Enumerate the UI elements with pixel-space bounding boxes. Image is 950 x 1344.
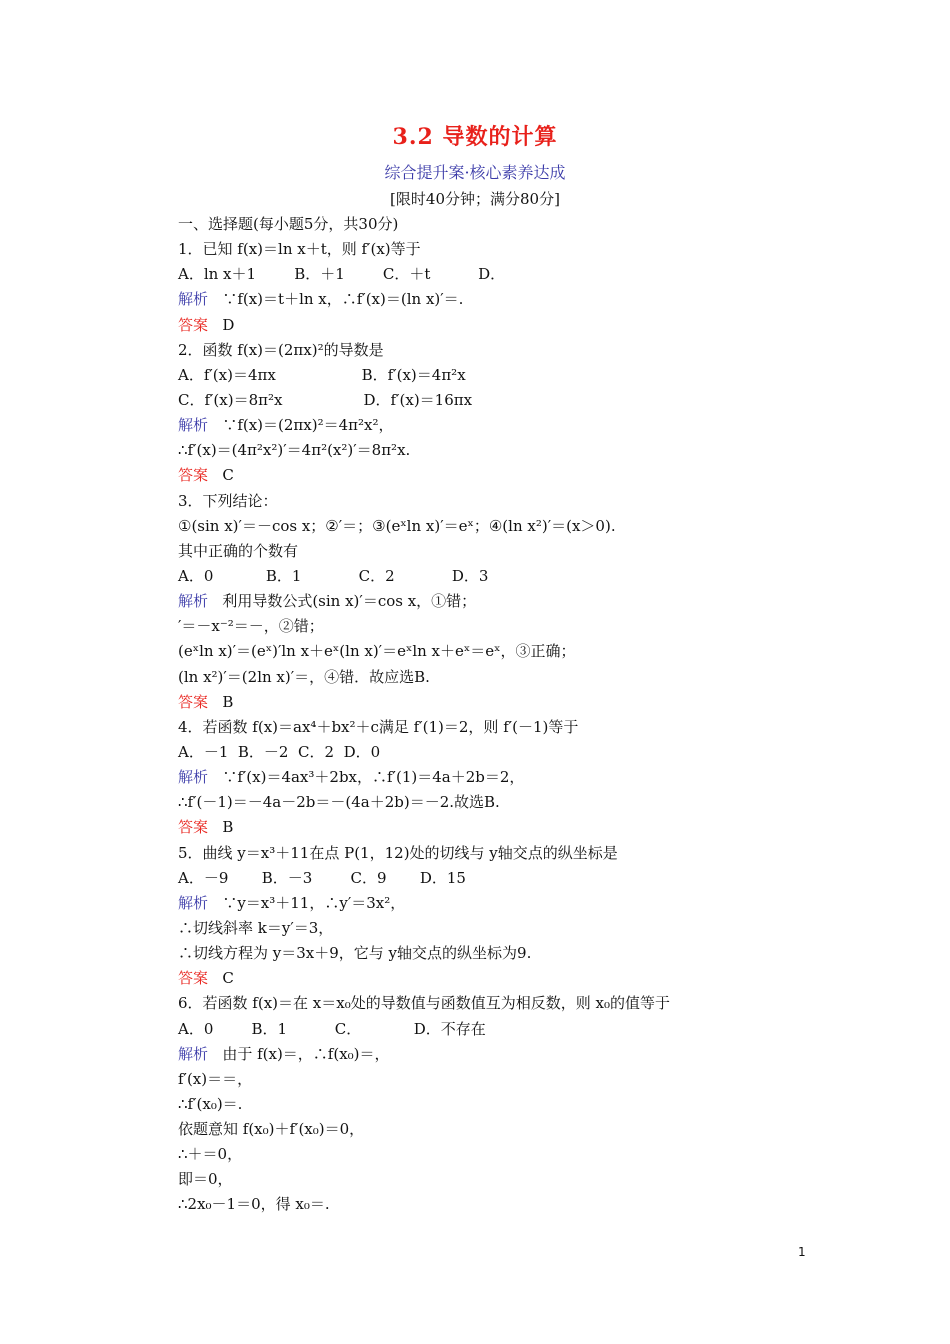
text-line	[178, 237, 798, 262]
text-line	[178, 639, 798, 664]
line-text: 4．若函数 f(x)＝ax⁴＋bx²＋c满足 f′(1)＝2，则 f′(－1)等于	[178, 717, 579, 736]
text-line	[178, 262, 798, 287]
analysis-label: 解析	[178, 768, 209, 787]
text-line	[178, 438, 798, 463]
line-text: (eˣln x)′＝(eˣ)′ln x＋eˣ(ln x)′＝eˣln x＋eˣ＝eˣ，③正确；	[178, 642, 576, 661]
line-text: A．－1 B．－2 C．2 D．0	[178, 742, 381, 761]
text-line	[178, 1017, 798, 1042]
text-line	[178, 740, 798, 765]
analysis-line	[178, 765, 798, 790]
text-line	[178, 363, 798, 388]
text-line	[178, 715, 798, 740]
analysis-line	[178, 891, 798, 916]
line-text: C	[208, 466, 234, 485]
line-text: 即＝0，	[178, 1170, 233, 1189]
text-line	[178, 665, 798, 690]
text-line	[178, 539, 798, 564]
line-text: A．f′(x)＝4πx B．f′(x)＝4π²x	[178, 365, 466, 384]
line-text: 由于 f(x)＝，∴f(x₀)＝，	[208, 1044, 390, 1063]
question-body	[178, 212, 798, 1218]
answer-label: 答案	[178, 969, 209, 988]
line-text: ∵f(x)＝(2πx)²＝4π²x²，	[208, 416, 394, 435]
text-line	[178, 841, 798, 866]
text-line	[178, 614, 798, 639]
line-text: D	[208, 315, 235, 334]
line-text: 2．函数 f(x)＝(2πx)²的导数是	[178, 340, 384, 359]
line-text: A．－9 B．－3 C．9 D．15	[178, 868, 466, 887]
line-text: B	[208, 818, 234, 837]
line-text: ∴＋＝0，	[178, 1145, 243, 1164]
page-number: 1	[798, 1245, 806, 1259]
line-text: 其中正确的个数有	[178, 541, 299, 560]
page-subtitle: 综合提升案·核心素养达成	[384, 163, 566, 182]
text-line	[178, 212, 798, 237]
text-line	[178, 489, 798, 514]
line-text: A．ln x＋1 B．＋1 C．＋t D．	[178, 265, 506, 284]
answer-line	[178, 815, 798, 840]
answer-label: 答案	[178, 466, 209, 485]
text-line	[178, 790, 798, 815]
line-text: ∵y＝x³＋11，∴y′＝3x²，	[208, 893, 406, 912]
analysis-line	[178, 413, 798, 438]
answer-line	[178, 313, 798, 338]
analysis-label: 解析	[178, 1044, 209, 1063]
text-line	[178, 866, 798, 891]
line-text: ∴切线斜率 k＝y′＝3，	[178, 918, 334, 937]
line-text: 5．曲线 y＝x³＋11在点 P(1，12)处的切线与 y轴交点的纵坐标是	[178, 843, 618, 862]
text-line	[178, 1167, 798, 1192]
line-text: A．0 B．1 C．2 D．3	[178, 566, 489, 585]
analysis-line	[178, 589, 798, 614]
text-line	[178, 388, 798, 413]
line-text: 3．下列结论：	[178, 491, 278, 510]
text-line	[178, 916, 798, 941]
line-text: A．0 B．1 C． D．不存在	[178, 1019, 486, 1038]
line-text: ∴f′(x)＝(4π²x²)′＝4π²(x²)′＝8π²x.	[178, 441, 411, 460]
line-text: (ln x²)′＝(2ln x)′＝，④错．故应选B.	[178, 667, 430, 686]
text-line	[178, 338, 798, 363]
text-line	[178, 514, 798, 539]
answer-line	[178, 966, 798, 991]
time-limit: [限时40分钟；满分80分]	[390, 190, 560, 208]
line-text: 一、选择题(每小题5分，共30分)	[178, 215, 399, 233]
line-text: ∴2x₀－1＝0，得 x₀＝.	[178, 1195, 330, 1214]
line-text: ∵f′(x)＝4ax³＋2bx，∴f′(1)＝4a＋2b＝2，	[208, 768, 525, 787]
answer-line	[178, 463, 798, 488]
line-text: 6．若函数 f(x)＝在 x＝x₀处的导数值与函数值互为相反数，则 x₀的值等于	[178, 994, 670, 1013]
analysis-label: 解析	[178, 592, 209, 611]
text-line	[178, 564, 798, 589]
answer-line	[178, 690, 798, 715]
line-text: ①(sin x)′＝－cos x；②′＝；③(eˣln x)′＝eˣ；④(ln x²)′＝(x＞0).	[178, 516, 616, 535]
analysis-label: 解析	[178, 416, 209, 435]
analysis-label: 解析	[178, 893, 209, 912]
line-text: ∴f′(x₀)＝.	[178, 1094, 243, 1113]
line-text: C	[208, 969, 234, 988]
text-line	[178, 1092, 798, 1117]
analysis-label: 解析	[178, 290, 209, 309]
line-text: ′＝－x⁻²＝－，②错；	[178, 617, 324, 636]
analysis-line	[178, 1042, 798, 1067]
answer-label: 答案	[178, 818, 209, 837]
line-text: f′(x)＝＝，	[178, 1069, 253, 1088]
page-title: 3.2 导数的计算	[392, 124, 558, 150]
text-line	[178, 991, 798, 1016]
text-line	[178, 1192, 798, 1217]
line-text: ∵f(x)＝t＋ln x，∴f′(x)＝(ln x)′＝.	[208, 290, 464, 309]
text-line	[178, 1067, 798, 1092]
line-text: 依题意知 f(x₀)＋f′(x₀)＝0，	[178, 1120, 365, 1139]
answer-label: 答案	[178, 315, 209, 334]
line-text: 利用导数公式(sin x)′＝cos x，①错；	[208, 592, 477, 611]
answer-label: 答案	[178, 692, 209, 711]
line-text: ∴f′(－1)＝－4a－2b＝－(4a＋2b)＝－2.故选B.	[178, 793, 500, 812]
line-text: C．f′(x)＝8π²x D．f′(x)＝16πx	[178, 390, 473, 409]
line-text: ∴切线方程为 y＝3x＋9，它与 y轴交点的纵坐标为9.	[178, 944, 532, 963]
text-line	[178, 941, 798, 966]
line-text: B	[208, 692, 234, 711]
text-line	[178, 1117, 798, 1142]
analysis-line	[178, 287, 798, 312]
line-text: 1．已知 f(x)＝ln x＋t，则 f′(x)等于	[178, 240, 421, 259]
text-line	[178, 1142, 798, 1167]
